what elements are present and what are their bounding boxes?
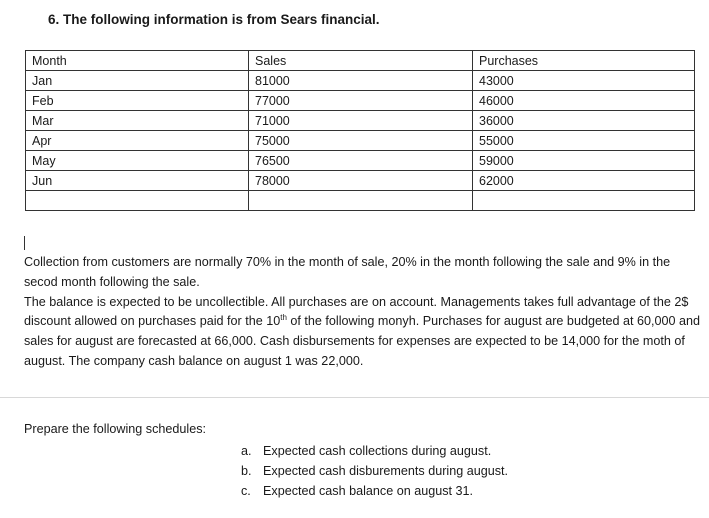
text-cursor <box>24 236 25 250</box>
list-item-text: Expected cash collections during august. <box>263 444 492 458</box>
cell-purchases: 62000 <box>473 171 695 191</box>
cell-sales: 81000 <box>249 71 473 91</box>
cell-sales: 71000 <box>249 111 473 131</box>
list-item <box>241 461 508 481</box>
paragraph-line-details <box>24 293 702 372</box>
problem-paragraph <box>24 253 702 372</box>
cell-purchases <box>473 191 695 211</box>
cell-sales: 76500 <box>249 151 473 171</box>
cell-purchases: 43000 <box>473 71 695 91</box>
list-marker: b. <box>241 464 252 478</box>
cell-month: Feb <box>26 91 249 111</box>
table-header-row <box>26 51 695 71</box>
list-item-text: Expected cash balance on august 31. <box>263 484 474 498</box>
cell-month <box>26 191 249 211</box>
header-sales: Sales <box>249 51 473 71</box>
ordinal-superscript: th <box>280 313 287 323</box>
cell-purchases: 59000 <box>473 151 695 171</box>
list-item-text: Expected cash disburements during august. <box>263 464 509 478</box>
header-month: Month <box>26 51 249 71</box>
paragraph-text-b: of the following monyh. Purchases for august are budgeted at 60,000 and sales for august are forecasted at 66,000. Cash disbursements for expenses are expected to be 14,000 for the moth of august. The company cash balance on august 1 was 22,000. <box>24 314 700 368</box>
cell-sales: 78000 <box>249 171 473 191</box>
paragraph-text-a: The balance is expected to be uncollectible. All purchases are on account. Managements takes full advantage of the 2$ discount allowed on purchases paid for the 10 <box>24 294 689 329</box>
cell-sales: 77000 <box>249 91 473 111</box>
cell-month: Jan <box>26 71 249 91</box>
cell-month: May <box>26 151 249 171</box>
cell-month: Jun <box>26 171 249 191</box>
schedule-list <box>241 441 508 501</box>
cell-purchases: 36000 <box>473 111 695 131</box>
cell-month: Mar <box>26 111 249 131</box>
header-purchases: Purchases <box>473 51 695 71</box>
table-row <box>26 71 695 91</box>
list-marker: a. <box>241 444 252 458</box>
paragraph-line-collections: Collection from customers are normally 70% in the month of sale, 20% in the month following the sale and 9% in the secod month following the sale. <box>24 255 671 289</box>
table-row-empty <box>26 191 695 211</box>
cell-purchases: 46000 <box>473 91 695 111</box>
table-row <box>26 131 695 151</box>
cell-purchases: 55000 <box>473 131 695 151</box>
list-item <box>241 441 508 461</box>
list-marker: c. <box>241 484 251 498</box>
section-divider <box>0 397 709 398</box>
cell-sales <box>249 191 473 211</box>
table-row <box>26 151 695 171</box>
sales-purchases-table <box>25 50 695 211</box>
table-row <box>26 171 695 191</box>
cell-month: Apr <box>26 131 249 151</box>
cell-sales: 75000 <box>249 131 473 151</box>
question-heading: 6. The following information is from Sears financial. <box>48 12 380 27</box>
prepare-label: Prepare the following schedules: <box>24 422 207 436</box>
table-row <box>26 91 695 111</box>
list-item <box>241 481 508 501</box>
table-row <box>26 111 695 131</box>
